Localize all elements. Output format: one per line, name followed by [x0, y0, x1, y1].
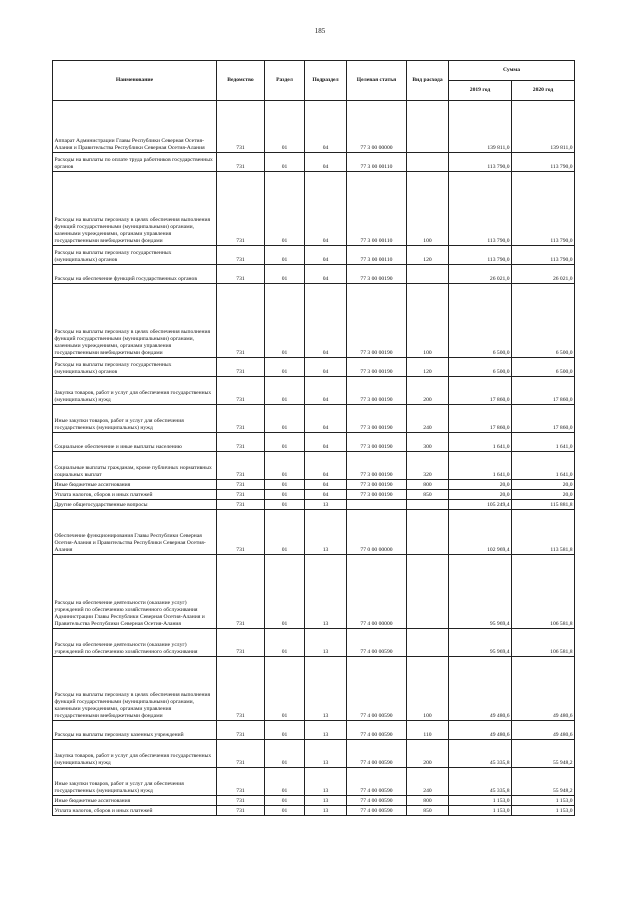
row-sum-2020: 113 790,0	[512, 246, 575, 265]
row-name: Уплата налогов, сборов и иных платежей	[53, 806, 217, 816]
row-sum-2020: 49 480,6	[512, 721, 575, 740]
row-section: 01	[265, 490, 305, 500]
header-expense-type: Вид расхода	[407, 61, 449, 101]
row-department: 731	[217, 490, 265, 500]
row-section: 01	[265, 101, 305, 153]
row-expense-type: 850	[407, 490, 449, 500]
row-subsection: 04	[305, 480, 347, 490]
table-row	[53, 358, 575, 377]
table-row	[53, 796, 575, 806]
row-name: Закупка товаров, работ и услуг для обеспечения государственных (муниципальных) нужд	[53, 740, 217, 768]
row-expense-type: 120	[407, 246, 449, 265]
row-sum-2020: 55 948,2	[512, 768, 575, 796]
row-name: Социальные выплаты гражданам, кроме публичных нормативных социальных выплат	[53, 452, 217, 480]
row-sum-2020: 6 500,0	[512, 358, 575, 377]
row-sum-2019: 1 153,0	[449, 796, 512, 806]
row-target: 77 3 00 00000	[347, 101, 407, 153]
row-subsection: 04	[305, 101, 347, 153]
row-name: Обеспечение функционирования Главы Республики Северная Осетия-Алания и Правительства Республики Северная Осетия-Алания	[53, 510, 217, 555]
row-sum-2019: 26 021,0	[449, 265, 512, 284]
table-row	[53, 480, 575, 490]
row-target: 77 3 00 00190	[347, 433, 407, 452]
row-name: Иные закупки товаров, работ и услуг для обеспечения государственных (муниципальных) нужд	[53, 768, 217, 796]
row-sum-2019: 139 811,0	[449, 101, 512, 153]
row-department: 731	[217, 796, 265, 806]
row-sum-2019: 1 153,0	[449, 806, 512, 816]
row-name: Закупка товаров, работ и услуг для обеспечения государственных (муниципальных) нужд	[53, 377, 217, 405]
row-expense-type: 100	[407, 284, 449, 358]
row-target: 77 3 00 00110	[347, 172, 407, 246]
row-expense-type	[407, 101, 449, 153]
table-row	[53, 265, 575, 284]
row-department: 731	[217, 284, 265, 358]
row-sum-2020: 17 860,0	[512, 405, 575, 433]
table-row	[53, 405, 575, 433]
row-target: 77 4 00 00590	[347, 796, 407, 806]
row-target: 77 3 00 00190	[347, 284, 407, 358]
row-name: Расходы на выплаты персоналу государственных (муниципальных) органов	[53, 246, 217, 265]
row-sum-2020: 106 581,8	[512, 555, 575, 629]
row-department: 731	[217, 246, 265, 265]
row-target: 77 4 00 00000	[347, 555, 407, 629]
row-department: 731	[217, 405, 265, 433]
row-department: 731	[217, 721, 265, 740]
row-department: 731	[217, 101, 265, 153]
row-target: 77 4 00 00590	[347, 806, 407, 816]
row-expense-type: 300	[407, 433, 449, 452]
row-sum-2020: 115 881,8	[512, 500, 575, 510]
row-section: 01	[265, 377, 305, 405]
row-subsection: 13	[305, 500, 347, 510]
row-sum-2020: 20,0	[512, 480, 575, 490]
row-sum-2019: 17 860,0	[449, 405, 512, 433]
row-department: 731	[217, 172, 265, 246]
row-name: Аппарат Администрации Главы Республики Северная Осетия-Алания и Правительства Республики Северная Осетия-Алания	[53, 101, 217, 153]
row-sum-2019: 1 641,0	[449, 452, 512, 480]
row-target: 77 3 00 00190	[347, 405, 407, 433]
row-subsection: 04	[305, 284, 347, 358]
row-department: 731	[217, 768, 265, 796]
row-subsection: 04	[305, 358, 347, 377]
row-subsection: 04	[305, 452, 347, 480]
row-target: 77 3 00 00110	[347, 153, 407, 172]
row-sum-2020: 139 811,0	[512, 101, 575, 153]
row-subsection: 13	[305, 629, 347, 657]
row-name: Иные бюджетные ассигнования	[53, 480, 217, 490]
row-sum-2019: 6 500,0	[449, 284, 512, 358]
row-name: Расходы на выплаты персоналу в целях обеспечения выполнения функций государственными (муниципальными) органами, казенными учреждениями, органами управления государственными внебюджетными фондами	[53, 172, 217, 246]
row-target: 77 3 00 00190	[347, 452, 407, 480]
table-row	[53, 172, 575, 246]
row-sum-2019: 20,0	[449, 490, 512, 500]
table-row	[53, 246, 575, 265]
row-expense-type	[407, 555, 449, 629]
row-subsection: 13	[305, 806, 347, 816]
row-name: Расходы на выплаты персоналу государственных (муниципальных) органов	[53, 358, 217, 377]
row-sum-2019: 49 480,6	[449, 721, 512, 740]
header-subsection: Подраздел	[305, 61, 347, 101]
page-number: 185	[314, 27, 326, 35]
row-section: 01	[265, 806, 305, 816]
row-section: 01	[265, 284, 305, 358]
header-year-2020: 2020 год	[512, 81, 575, 101]
row-name: Уплата налогов, сборов и иных платежей	[53, 490, 217, 500]
table-row	[53, 629, 575, 657]
row-department: 731	[217, 358, 265, 377]
row-section: 01	[265, 768, 305, 796]
row-expense-type	[407, 629, 449, 657]
row-sum-2020: 113 581,8	[512, 510, 575, 555]
row-sum-2020: 106 581,8	[512, 629, 575, 657]
row-sum-2019: 113 790,0	[449, 172, 512, 246]
row-sum-2019: 1 641,0	[449, 433, 512, 452]
row-expense-type: 200	[407, 377, 449, 405]
row-department: 731	[217, 500, 265, 510]
row-target: 77 3 00 00190	[347, 480, 407, 490]
row-sum-2020: 55 948,2	[512, 740, 575, 768]
row-expense-type: 800	[407, 796, 449, 806]
table-row	[53, 721, 575, 740]
row-subsection: 13	[305, 510, 347, 555]
row-name: Иные бюджетные ассигнования	[53, 796, 217, 806]
row-sum-2020: 1 153,0	[512, 806, 575, 816]
table-row	[53, 500, 575, 510]
row-subsection: 04	[305, 405, 347, 433]
row-subsection: 04	[305, 265, 347, 284]
row-sum-2020: 17 860,0	[512, 377, 575, 405]
row-expense-type: 850	[407, 806, 449, 816]
row-sum-2020: 6 500,0	[512, 284, 575, 358]
row-sum-2019: 45 335,8	[449, 740, 512, 768]
header-sum: Сумма	[449, 61, 575, 81]
table-row	[53, 555, 575, 629]
row-expense-type	[407, 500, 449, 510]
row-department: 731	[217, 153, 265, 172]
row-sum-2019: 95 969,4	[449, 629, 512, 657]
row-department: 731	[217, 555, 265, 629]
row-subsection: 04	[305, 153, 347, 172]
row-sum-2019: 113 790,0	[449, 153, 512, 172]
row-subsection: 13	[305, 796, 347, 806]
header-target: Целевая статья	[347, 61, 407, 101]
row-target: 77 4 00 00590	[347, 740, 407, 768]
row-subsection: 13	[305, 721, 347, 740]
row-section: 01	[265, 172, 305, 246]
row-target: 77 4 00 00590	[347, 629, 407, 657]
row-expense-type	[407, 510, 449, 555]
row-section: 01	[265, 555, 305, 629]
row-subsection: 13	[305, 555, 347, 629]
row-section: 01	[265, 433, 305, 452]
table-row	[53, 806, 575, 816]
row-expense-type: 320	[407, 452, 449, 480]
table-row	[53, 433, 575, 452]
table-row	[53, 153, 575, 172]
row-subsection: 04	[305, 433, 347, 452]
row-sum-2020: 49 480,6	[512, 657, 575, 721]
row-department: 731	[217, 433, 265, 452]
budget-table	[52, 60, 575, 816]
row-sum-2019: 6 500,0	[449, 358, 512, 377]
row-name: Расходы на выплаты по оплате труда работников государственных органов	[53, 153, 217, 172]
row-name: Другие общегосударственные вопросы	[53, 500, 217, 510]
row-name: Расходы на обеспечение деятельности (оказание услуг) учреждений по обеспечению хозяйственного обслуживания	[53, 629, 217, 657]
row-sum-2020: 1 641,0	[512, 452, 575, 480]
row-department: 731	[217, 452, 265, 480]
row-expense-type	[407, 265, 449, 284]
table-row	[53, 452, 575, 480]
row-expense-type: 200	[407, 740, 449, 768]
row-section: 01	[265, 452, 305, 480]
row-name: Расходы на выплаты персоналу в целях обеспечения выполнения функций государственными (муниципальными) органами, казенными учреждениями, органами управления государственными внебюджетными фондами	[53, 657, 217, 721]
row-sum-2020: 1 153,0	[512, 796, 575, 806]
row-target	[347, 500, 407, 510]
row-target: 77 4 00 00590	[347, 768, 407, 796]
row-subsection: 04	[305, 377, 347, 405]
row-sum-2019: 49 480,6	[449, 657, 512, 721]
row-sum-2020: 1 641,0	[512, 433, 575, 452]
row-target: 77 3 00 00190	[347, 490, 407, 500]
row-subsection: 04	[305, 490, 347, 500]
row-subsection: 13	[305, 657, 347, 721]
table-row	[53, 768, 575, 796]
row-section: 01	[265, 405, 305, 433]
row-subsection: 04	[305, 172, 347, 246]
row-name: Расходы на обеспечение функций государственных органов	[53, 265, 217, 284]
header-year-2019: 2019 год	[449, 81, 512, 101]
row-section: 01	[265, 265, 305, 284]
row-sum-2019: 17 860,0	[449, 377, 512, 405]
table-body	[53, 101, 575, 816]
row-sum-2020: 113 790,0	[512, 153, 575, 172]
row-target: 77 3 00 00190	[347, 265, 407, 284]
row-expense-type: 240	[407, 405, 449, 433]
row-department: 731	[217, 265, 265, 284]
row-department: 731	[217, 657, 265, 721]
row-department: 731	[217, 806, 265, 816]
row-section: 01	[265, 657, 305, 721]
row-target: 77 3 00 00110	[347, 246, 407, 265]
table-row	[53, 657, 575, 721]
row-department: 731	[217, 480, 265, 490]
row-target: 77 4 00 00590	[347, 657, 407, 721]
row-sum-2019: 105 249,4	[449, 500, 512, 510]
row-expense-type: 100	[407, 172, 449, 246]
row-section: 01	[265, 629, 305, 657]
table-row	[53, 284, 575, 358]
header-row	[53, 61, 575, 81]
row-target: 77 0 00 00000	[347, 510, 407, 555]
row-sum-2019: 95 969,4	[449, 555, 512, 629]
row-target: 77 3 00 00190	[347, 358, 407, 377]
header-department: Ведомство	[217, 61, 265, 101]
row-section: 01	[265, 358, 305, 377]
header-name: Наименование	[53, 61, 217, 101]
row-section: 01	[265, 153, 305, 172]
row-section: 01	[265, 796, 305, 806]
row-section: 01	[265, 740, 305, 768]
table-row	[53, 490, 575, 500]
row-name: Расходы на обеспечение деятельности (оказание услуг) учреждений по обеспечению хозяйственного обслуживания Администрации Главы Республики Северная Осетия-Алания и Правительства Республики Северная Осетия-Алания	[53, 555, 217, 629]
row-name: Расходы на выплаты персоналу казенных учреждений	[53, 721, 217, 740]
row-expense-type	[407, 153, 449, 172]
table-row	[53, 101, 575, 153]
row-expense-type: 110	[407, 721, 449, 740]
row-subsection: 13	[305, 740, 347, 768]
row-department: 731	[217, 629, 265, 657]
row-expense-type: 800	[407, 480, 449, 490]
row-name: Иные закупки товаров, работ и услуг для обеспечения государственных (муниципальных) нужд	[53, 405, 217, 433]
row-sum-2020: 20,0	[512, 490, 575, 500]
header-section: Раздел	[265, 61, 305, 101]
row-section: 01	[265, 721, 305, 740]
row-sum-2019: 102 969,4	[449, 510, 512, 555]
row-sum-2020: 113 790,0	[512, 172, 575, 246]
row-target: 77 3 00 00190	[347, 377, 407, 405]
row-expense-type: 120	[407, 358, 449, 377]
row-name: Расходы на выплаты персоналу в целях обеспечения выполнения функций государственными (муниципальными) органами, казенными учреждениями, органами управления государственными внебюджетными фондами	[53, 284, 217, 358]
row-section: 01	[265, 480, 305, 490]
row-expense-type: 240	[407, 768, 449, 796]
row-section: 01	[265, 510, 305, 555]
table-row	[53, 740, 575, 768]
row-name: Социальное обеспечение и иные выплаты населению	[53, 433, 217, 452]
table-row	[53, 510, 575, 555]
row-subsection: 04	[305, 246, 347, 265]
row-section: 01	[265, 246, 305, 265]
row-sum-2019: 20,0	[449, 480, 512, 490]
row-sum-2019: 113 790,0	[449, 246, 512, 265]
row-expense-type: 100	[407, 657, 449, 721]
row-department: 731	[217, 740, 265, 768]
row-department: 731	[217, 510, 265, 555]
table-row	[53, 377, 575, 405]
row-section: 01	[265, 500, 305, 510]
row-sum-2020: 26 021,0	[512, 265, 575, 284]
row-subsection: 13	[305, 768, 347, 796]
row-sum-2019: 45 335,8	[449, 768, 512, 796]
row-target: 77 4 00 00590	[347, 721, 407, 740]
row-department: 731	[217, 377, 265, 405]
